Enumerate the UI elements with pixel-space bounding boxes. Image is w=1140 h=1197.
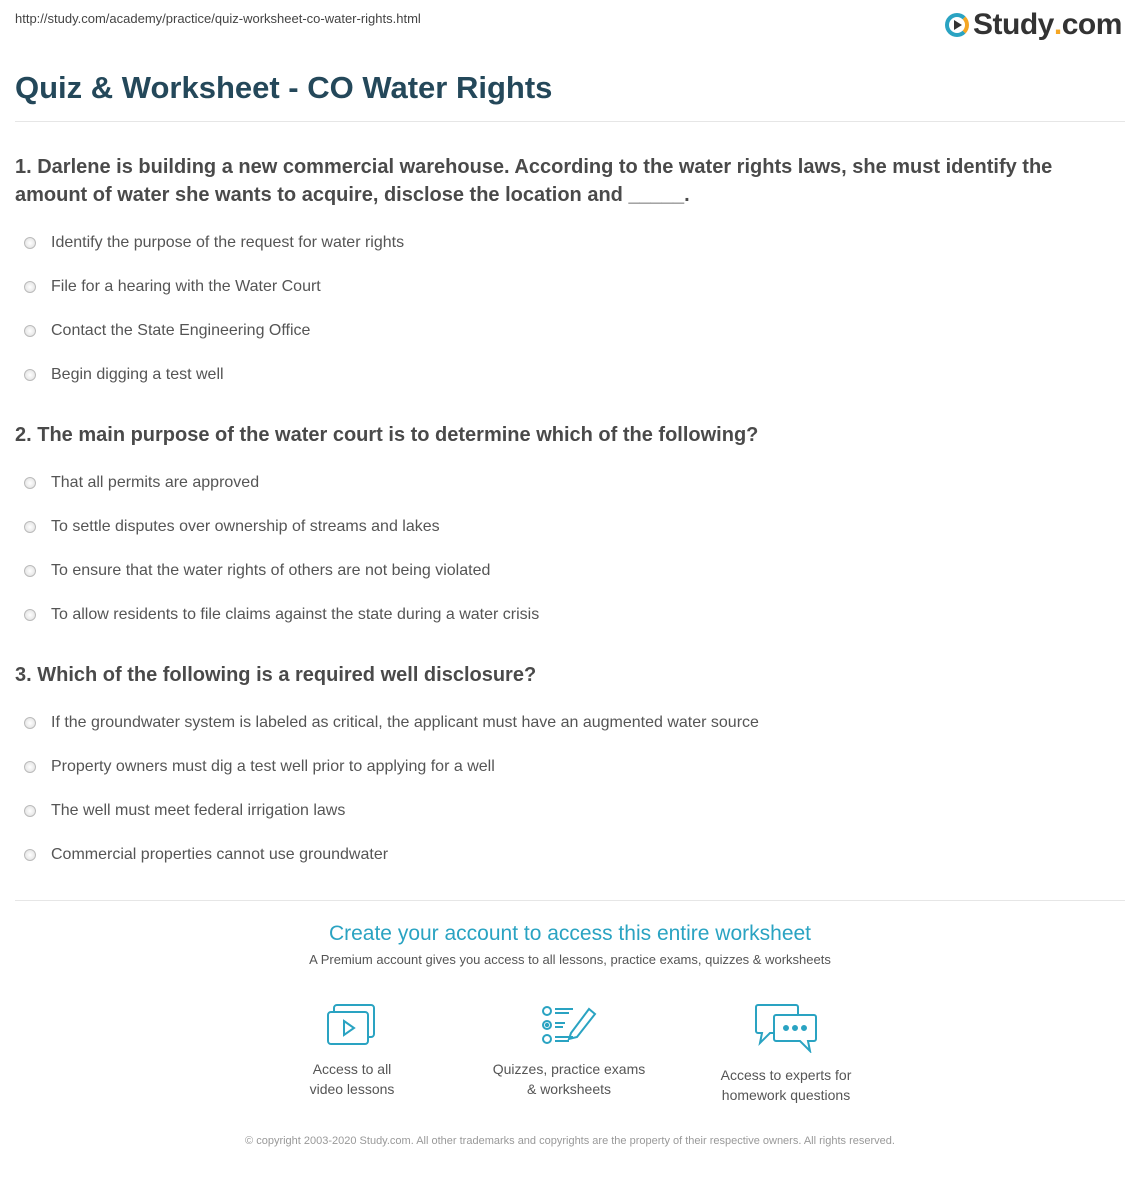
- radio-icon[interactable]: [24, 805, 36, 817]
- question-2: [15, 421, 1105, 637]
- radio-icon[interactable]: [24, 609, 36, 621]
- signup-cta: [0, 922, 1140, 967]
- feature-line: Access to experts for: [720, 1067, 852, 1083]
- feature-video-lessons: [242, 1003, 462, 1099]
- question-text: 1. Darlene is building a new commercial warehouse. According to the water rights laws, she must identify the amount of water she wants to acquire, disclose the location and _____.: [15, 156, 1053, 206]
- answer-option[interactable]: [15, 461, 1105, 505]
- radio-icon[interactable]: [24, 717, 36, 729]
- option-label: If the groundwater system is labeled as critical, the applicant must have an augmented water source: [51, 714, 759, 731]
- radio-icon[interactable]: [24, 761, 36, 773]
- option-label: Contact the State Engineering Office: [51, 322, 311, 339]
- feature-line: & worksheets: [526, 1081, 612, 1097]
- option-label: To settle disputes over ownership of streams and lakes: [51, 518, 440, 535]
- study-logo[interactable]: [945, 8, 1122, 42]
- radio-icon[interactable]: [24, 565, 36, 577]
- option-label: The well must meet federal irrigation laws: [51, 802, 346, 819]
- option-label: That all permits are approved: [51, 474, 260, 491]
- answer-option[interactable]: [15, 833, 1105, 877]
- option-label: Property owners must dig a test well prior to applying for a well: [51, 758, 495, 775]
- page-title: Quiz & Worksheet - CO Water Rights: [15, 70, 553, 105]
- answer-option[interactable]: [15, 593, 1105, 637]
- answer-option[interactable]: [15, 789, 1105, 833]
- answer-option[interactable]: [15, 353, 1105, 397]
- question-3: [15, 661, 1105, 877]
- feature-line: Quizzes, practice exams: [492, 1061, 646, 1077]
- answer-option[interactable]: [15, 265, 1105, 309]
- feature-line: Access to all: [312, 1061, 392, 1077]
- option-label: Identify the purpose of the request for water rights: [51, 234, 405, 251]
- answer-option[interactable]: [15, 745, 1105, 789]
- logo-text: Study: [973, 8, 1054, 41]
- radio-icon[interactable]: [24, 281, 36, 293]
- radio-icon[interactable]: [24, 325, 36, 337]
- feature-experts: [676, 1003, 896, 1105]
- cta-heading[interactable]: Create your account to access this entire worksheet: [328, 922, 812, 945]
- answer-option[interactable]: [15, 701, 1105, 745]
- answer-option[interactable]: [15, 221, 1105, 265]
- page-url: http://study.com/academy/practice/quiz-worksheet-co-water-rights.html: [15, 11, 421, 26]
- chat-bubbles-icon: [754, 1003, 818, 1053]
- radio-icon[interactable]: [24, 237, 36, 249]
- cta-subtext: A Premium account gives you access to all lessons, practice exams, quizzes & worksheets: [309, 952, 831, 967]
- question-text: 3. Which of the following is a required well disclosure?: [15, 664, 537, 686]
- radio-icon[interactable]: [24, 849, 36, 861]
- answer-option[interactable]: [15, 549, 1105, 593]
- logo-suffix: com: [1061, 8, 1122, 41]
- option-label: To allow residents to file claims against the state during a water crisis: [51, 606, 540, 623]
- option-label: Begin digging a test well: [51, 366, 224, 383]
- radio-icon[interactable]: [24, 521, 36, 533]
- video-lessons-icon: [326, 1003, 378, 1047]
- feature-line: homework questions: [721, 1087, 851, 1103]
- question-text: 2. The main purpose of the water court is to determine which of the following?: [15, 424, 759, 446]
- option-label: To ensure that the water rights of others are not being violated: [51, 562, 491, 579]
- play-logo-icon: [945, 13, 969, 37]
- feature-quizzes: [459, 1003, 679, 1099]
- answer-option[interactable]: [15, 309, 1105, 353]
- logo-dot: .: [1053, 8, 1062, 41]
- answer-option[interactable]: [15, 505, 1105, 549]
- option-label: File for a hearing with the Water Court: [51, 278, 321, 295]
- option-label: Commercial properties cannot use groundwater: [51, 846, 389, 863]
- divider: [15, 121, 1125, 122]
- feature-line: video lessons: [309, 1081, 395, 1097]
- quiz-checklist-icon: [541, 1003, 597, 1047]
- radio-icon[interactable]: [24, 369, 36, 381]
- question-1: [15, 153, 1105, 397]
- radio-icon[interactable]: [24, 477, 36, 489]
- copyright-footer: © copyright 2003-2020 Study.com. All other trademarks and copyrights are the property of their respective owners. All rights reserved.: [245, 1135, 895, 1147]
- divider: [15, 900, 1125, 901]
